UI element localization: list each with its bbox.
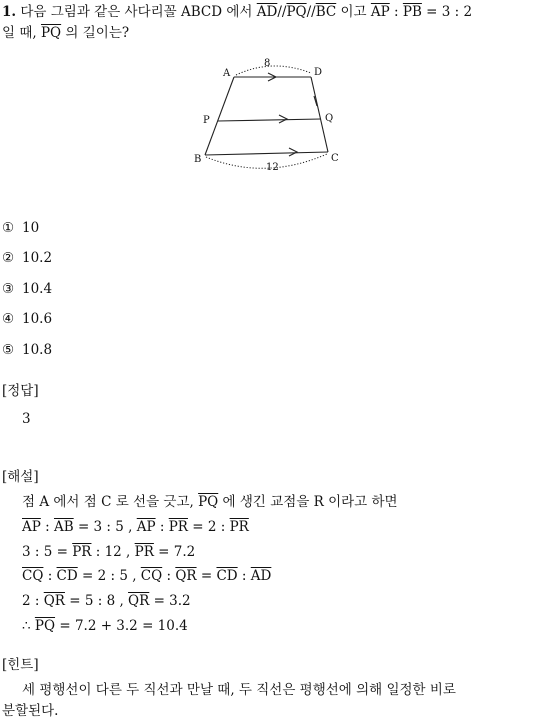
segment-ap: $\overline{AP}$ [370, 4, 390, 20]
explanation-text: = 7.2 + 3.2 = 10.4 [55, 618, 188, 634]
choice-1[interactable] [2, 219, 39, 237]
explanation-text: = 3 : 5 , [73, 519, 137, 535]
point-p-label: P [203, 115, 210, 126]
vertex-d-label: D [314, 67, 323, 78]
explanation-text: = 7.2 [153, 544, 196, 560]
explanation-text: = 3.2 [149, 593, 191, 609]
explanation-line-6 [22, 616, 188, 636]
parallel-symbol: // [306, 4, 316, 20]
vertex-c-label: C [331, 153, 339, 164]
question-line-1 [2, 2, 472, 22]
explanation-line-1 [22, 492, 398, 512]
choice-mark: ⑤ [2, 342, 15, 358]
question-text: 이고 [336, 4, 371, 20]
explanation-line-4 [22, 566, 271, 586]
question-text: = 3 : 2 [421, 4, 473, 20]
segment-pr: $\overline{PR}$ [168, 519, 188, 535]
question-text: 일 때, [2, 25, 41, 41]
question-text: : [389, 4, 403, 20]
choice-text: 10.6 [22, 311, 53, 327]
choice-4[interactable] [2, 310, 52, 328]
point-q-label: Q [325, 113, 334, 124]
trapezoid-diagram [190, 56, 340, 176]
segment-pr: $\overline{PR}$ [229, 519, 249, 535]
choice-mark: ② [2, 250, 15, 266]
question-line-2 [2, 23, 129, 43]
explanation-line-5 [22, 591, 191, 611]
segment-pr: $\overline{PR}$ [72, 544, 92, 560]
parallel-symbol: // [277, 4, 287, 20]
question-text: 의 길이는? [61, 25, 130, 41]
choice-mark: ① [2, 220, 15, 236]
segment-qr: $\overline{QR}$ [128, 593, 150, 609]
hint-line-2: 분할된다. [2, 703, 59, 719]
segment-pq: $\overline{PQ}$ [40, 25, 62, 41]
segment-qr: $\overline{QR}$ [43, 593, 65, 609]
segment-cd: $\overline{CD}$ [56, 568, 78, 584]
explanation-text: = 5 : 8 , [64, 593, 129, 609]
explanation-text: ∴ [22, 618, 35, 634]
explanation-line-3 [22, 542, 195, 562]
segment-bc: $\overline{BC}$ [315, 4, 337, 20]
explanation-label: [해설] [2, 469, 39, 485]
vertex-b-label: B [194, 154, 202, 165]
explanation-text: : [40, 519, 54, 535]
explanation-text: = [196, 568, 217, 584]
trapezoid-figure [190, 56, 340, 176]
segment-pq-line [218, 119, 321, 121]
explanation-text: : [155, 519, 169, 535]
segment-pb: $\overline{PB}$ [402, 4, 422, 20]
top-length-arc [236, 66, 311, 75]
question-text: 다음 그림과 같은 사다리꼴 ABCD 에서 [20, 4, 257, 20]
choice-3[interactable] [2, 280, 52, 298]
segment-cd: $\overline{CD}$ [216, 568, 238, 584]
explanation-line-2 [22, 517, 249, 537]
arrow-icon [279, 115, 287, 123]
question-number: 1. [2, 4, 17, 20]
explanation-text: = 2 : 5 , [77, 568, 141, 584]
segment-cq: $\overline{CQ}$ [140, 568, 163, 584]
side-bc [205, 152, 328, 155]
explanation-text: : [237, 568, 251, 584]
answer-label: [정답] [2, 383, 39, 399]
hint-line-1: 세 평행선이 다른 두 직선과 만날 때, 두 직선은 평행선에 의해 일정한 비로 [22, 682, 456, 698]
segment-ab: $\overline{AB}$ [53, 519, 74, 535]
segment-ad: $\overline{AD}$ [256, 4, 278, 20]
hint-label: [힌트] [2, 657, 39, 673]
segment-ap: $\overline{AP}$ [136, 519, 156, 535]
segment-pq: $\overline{PQ}$ [286, 4, 307, 20]
choice-text: 10.4 [22, 281, 53, 297]
arrow-icon [289, 148, 297, 156]
explanation-text: 점 A 에서 점 C 로 선을 긋고, [22, 494, 199, 510]
choice-5[interactable] [2, 341, 52, 359]
explanation-text: : [43, 568, 57, 584]
choice-mark: ③ [2, 281, 15, 297]
explanation-text: = 2 : [187, 519, 230, 535]
segment-pq: $\overline{PQ}$ [198, 494, 219, 510]
choice-2[interactable] [2, 249, 52, 267]
explanation-text: 에 생긴 교점을 R 이라고 하면 [218, 494, 398, 510]
explanation-text: 2 : [22, 593, 44, 609]
segment-ap: $\overline{AP}$ [22, 519, 41, 535]
explanation-text: : [162, 568, 176, 584]
bottom-length-label: 12 [266, 162, 279, 173]
segment-cq: $\overline{CQ}$ [22, 568, 44, 584]
explanation-text: : 12 , [91, 544, 135, 560]
explanation-text: 3 : 5 = [22, 544, 73, 560]
choice-text: 10 [22, 220, 40, 236]
segment-ad: $\overline{AD}$ [250, 568, 272, 584]
segment-pq: $\overline{PQ}$ [34, 618, 56, 634]
answer-value: 3 [22, 411, 31, 427]
choice-text: 10.2 [22, 250, 53, 266]
segment-pr: $\overline{PR}$ [134, 544, 154, 560]
choice-text: 10.8 [22, 342, 53, 358]
vertex-a-label: A [223, 68, 231, 79]
choice-mark: ④ [2, 311, 15, 327]
segment-qr: $\overline{QR}$ [175, 568, 197, 584]
top-length-label: 8 [264, 58, 271, 69]
